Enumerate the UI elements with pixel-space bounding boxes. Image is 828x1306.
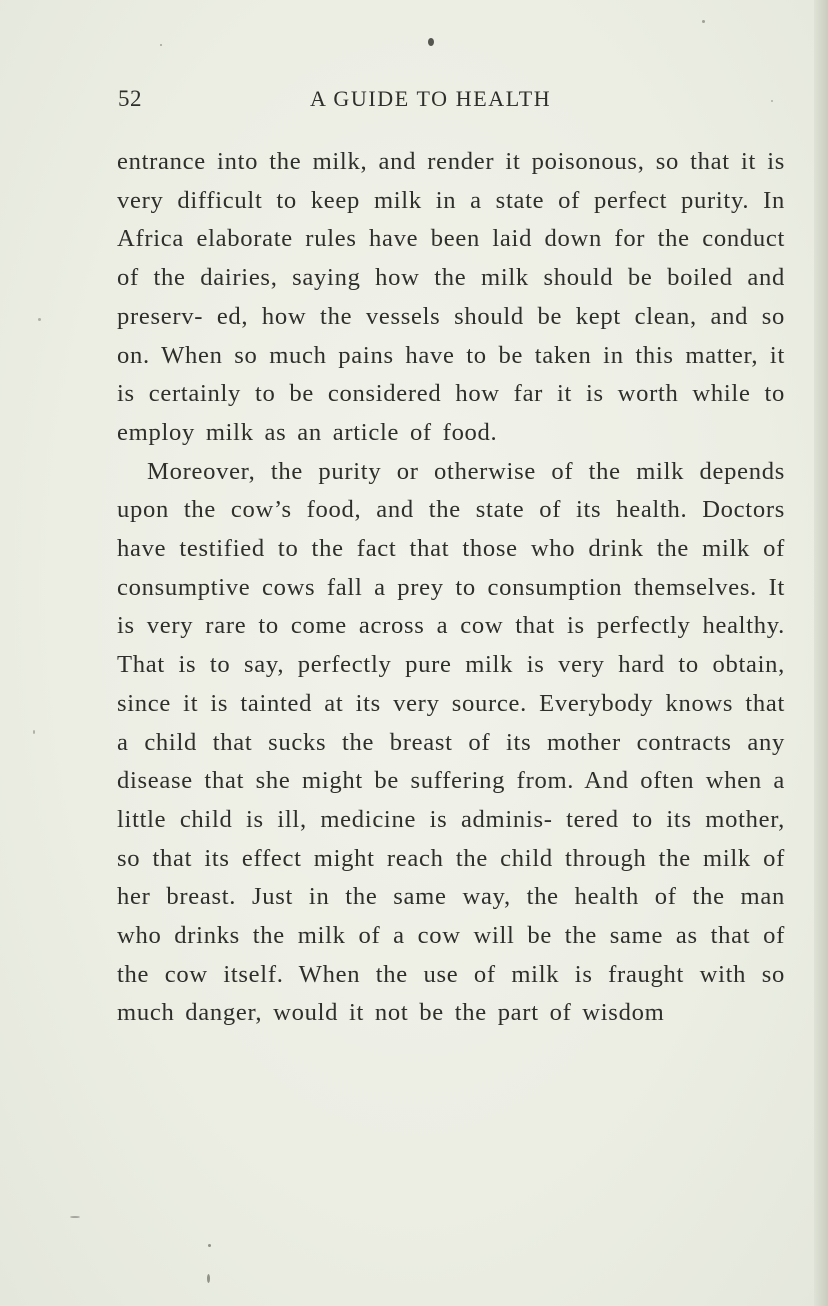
body-text	[117, 143, 785, 1033]
ink-speck	[207, 1274, 210, 1283]
ink-speck	[702, 20, 705, 23]
ink-speck	[70, 1216, 80, 1218]
ink-speck	[38, 318, 41, 321]
running-title: A GUIDE TO HEALTH	[310, 86, 552, 111]
paragraph: Moreover, the purity or otherwise of the milk depends upon the cow’s food, and the state of its health. Doctors have testified to the fact that those who drink the milk of consumptive cows fall a prey to consumption themselves. It is very rare to come across a cow that is perfectly healthy. That is to say, perfectly pure milk is very hard to obtain, since it is tainted at its very source. Everybody knows that a child that sucks the breast of its mother contracts any disease that she might be suffering from. And often when a little child is ill, medicine is adminis- tered to its mother, so that its effect might reach the child through the milk of her breast. Just in the same way, the health of the man who drinks the milk of a cow will be the same as that of the cow itself. When the use of milk is fraught with so much danger, would it not be the part of wisdom	[117, 457, 785, 1027]
paragraph: entrance into the milk, and render it poisonous, so that it is very difficult to keep milk in a state of perfect purity. In Africa elaborate rules have been laid down for the conduct of the dairies, saying how the milk should be boiled and preserv- ed, how the vessels should be kept clean, and so on. When so much pains have to be taken in this matter, it is certainly to be considered how far it is worth while to employ milk as an article of food.	[117, 148, 785, 446]
ink-speck	[160, 44, 162, 46]
ink-speck	[428, 38, 434, 46]
ink-speck	[33, 730, 35, 734]
page-number: 52	[118, 86, 142, 111]
ink-speck	[208, 1244, 211, 1247]
page-edge-shadow	[814, 0, 828, 1306]
page-header	[118, 86, 784, 116]
